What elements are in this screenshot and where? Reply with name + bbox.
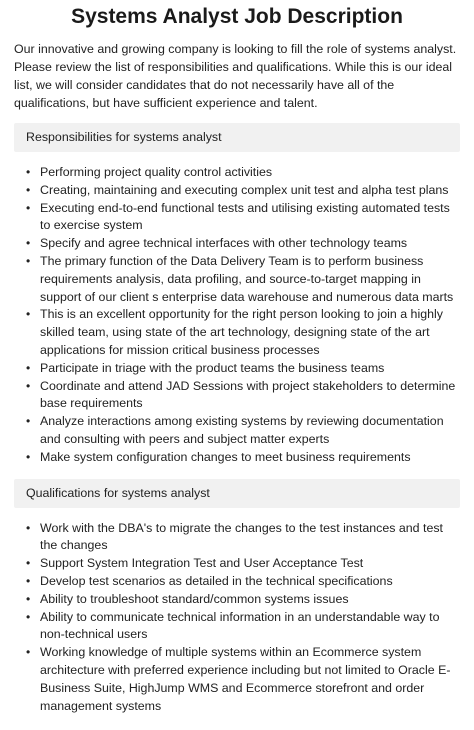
- list-item: [26, 253, 460, 306]
- responsibilities-list: [14, 164, 460, 467]
- bullet-icon: •: [26, 360, 31, 375]
- list-item-text: Support System Integration Test and User Acceptance Test: [40, 556, 364, 571]
- bullet-icon: •: [26, 378, 31, 393]
- list-item-text: This is an excellent opportunity for the right person looking to join a highly skilled team, using state of the art technology, designing state of the art applications for mission critical business processes: [40, 307, 443, 357]
- bullet-icon: •: [26, 182, 31, 197]
- bullet-icon: •: [26, 609, 31, 624]
- list-item: [26, 644, 460, 715]
- list-item-text: Creating, maintaining and executing complex unit test and alpha test plans: [40, 182, 449, 197]
- list-item: [26, 449, 460, 467]
- list-item-text: Participate in triage with the product teams the business teams: [40, 360, 385, 375]
- qualifications-list: [14, 520, 460, 716]
- list-item: [26, 306, 460, 359]
- bullet-icon: •: [26, 520, 31, 535]
- list-item: [26, 591, 460, 609]
- list-item: [26, 609, 460, 645]
- list-item: [26, 413, 460, 449]
- list-item-text: Specify and agree technical interfaces with other technology teams: [40, 236, 408, 251]
- list-item-text: Performing project quality control activities: [40, 165, 273, 179]
- list-item-text: Develop test scenarios as detailed in the technical specifications: [40, 573, 393, 588]
- list-item-text: Working knowledge of multiple systems within an Ecommerce system architecture with preferred experience including but not limited to Oracle E-Business Suite, HighJump WMS and Ecommerce storefront and order management systems: [40, 645, 451, 713]
- bullet-icon: •: [26, 449, 31, 464]
- qualifications-heading: Qualifications for systems analyst: [14, 479, 460, 508]
- list-item: [26, 573, 460, 591]
- list-item: [26, 235, 460, 253]
- bullet-icon: •: [26, 573, 31, 588]
- list-item-text: Ability to troubleshoot standard/common systems issues: [40, 591, 349, 606]
- page-title: Systems Analyst Job Description: [71, 5, 403, 28]
- list-item-text: The primary function of the Data Delivery Team is to perform business requirements analysis, data profiling, and source-to-target mapping in support of our client s enterprise data warehouse and numerous data marts: [40, 253, 454, 304]
- list-item: [26, 378, 460, 414]
- list-item: [26, 164, 460, 182]
- list-item-text: Work with the DBA's to migrate the changes to the test instances and test the changes: [40, 520, 443, 553]
- list-item-text: Ability to communicate technical information in an understandable way to non-technical users: [40, 609, 440, 642]
- bullet-icon: •: [26, 253, 31, 268]
- bullet-icon: •: [26, 591, 31, 606]
- bullet-icon: •: [26, 645, 31, 660]
- list-item: [26, 520, 460, 556]
- bullet-icon: •: [26, 414, 31, 429]
- list-item-text: Analyze interactions among existing systems by reviewing documentation and consulting with peers and subject matter experts: [40, 414, 444, 446]
- bullet-icon: •: [26, 236, 31, 251]
- list-item: [26, 555, 460, 573]
- responsibilities-heading: Responsibilities for systems analyst: [14, 123, 460, 152]
- list-item-text: Executing end-to-end functional tests and utilising existing automated tests to exercise system: [40, 200, 450, 233]
- bullet-icon: •: [26, 165, 31, 179]
- bullet-icon: •: [26, 556, 31, 571]
- list-item: [26, 360, 460, 378]
- bullet-icon: •: [26, 200, 31, 215]
- list-item: [26, 182, 460, 200]
- bullet-icon: •: [26, 307, 31, 322]
- intro-paragraph: Our innovative and growing company is looking to fill the role of systems analyst. Please review the list of responsibilities and qualifications. While this is our ideal list, we will consider candidates that do not necessarily have all of the qualifications, but have sufficient experience and talent.: [14, 42, 457, 110]
- list-item-text: Make system configuration changes to meet business requirements: [40, 449, 411, 464]
- list-item: [26, 200, 460, 236]
- list-item-text: Coordinate and attend JAD Sessions with project stakeholders to determine base requirements: [40, 378, 456, 411]
